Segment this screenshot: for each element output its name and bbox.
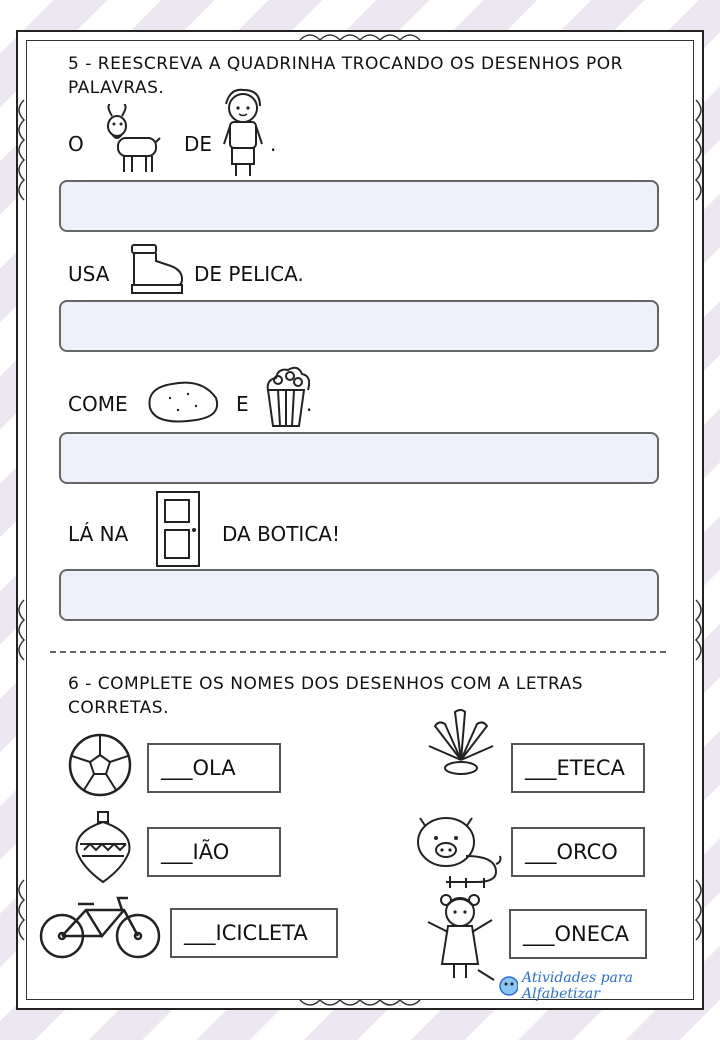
answer-box-3[interactable] [59, 432, 659, 484]
logo-icon [498, 975, 518, 997]
site-logo [498, 970, 698, 1002]
question-5-title-line1: 5 - REESCREVA A QUADRINHA TROCANDO OS DESENHOS POR [68, 54, 623, 74]
ball-icon [68, 733, 132, 797]
line1-word3: . [270, 132, 277, 156]
logo-text: Atividades para Alfabetizar [522, 970, 633, 1002]
door-icon [155, 490, 203, 568]
question-6-title-line2: CORRETAS. [68, 698, 170, 718]
bicycle-icon [38, 890, 162, 962]
line3-word2: E [236, 392, 249, 416]
line1-word2: DE [184, 132, 213, 156]
word-box-piao[interactable]: ___IÃO [147, 827, 281, 877]
question-5-title-line2: PALAVRAS. [68, 78, 165, 98]
answer-box-4[interactable] [59, 569, 659, 621]
line2-word2: DE PELICA. [194, 262, 304, 286]
pig-icon [410, 806, 506, 890]
word-box-bicicleta[interactable]: ___ICICLETA [170, 908, 338, 958]
line4-word1: LÁ NA [68, 522, 129, 546]
question-6-title [68, 672, 583, 720]
question-6-title-line1: 6 - COMPLETE OS NOMES DOS DESENHOS COM A LETRAS [68, 674, 584, 694]
answer-box-1[interactable] [59, 180, 659, 232]
question-5-title [68, 52, 623, 100]
popcorn-icon [262, 366, 313, 428]
section-divider [50, 651, 666, 653]
line1-word1: O [68, 132, 84, 156]
spinning-top-icon [72, 808, 134, 884]
line3-word1: COME [68, 392, 128, 416]
word-box-ola[interactable]: ___OLA [147, 743, 281, 793]
goat-icon [100, 104, 162, 176]
line3-word3: . [306, 392, 313, 416]
potato-icon [144, 378, 222, 426]
word-box-porco[interactable]: ___ORCO [511, 827, 645, 877]
word-box-peteca[interactable]: ___ETECA [511, 743, 645, 793]
shuttlecock-icon [420, 708, 502, 780]
line4-word2: DA BOTICA! [222, 522, 340, 546]
boy-icon [218, 86, 268, 178]
line2-word1: USA [68, 262, 110, 286]
doll-icon [420, 892, 500, 984]
boot-icon [128, 243, 184, 297]
answer-box-2[interactable] [59, 300, 659, 352]
word-box-boneca[interactable]: ___ONECA [509, 909, 647, 959]
